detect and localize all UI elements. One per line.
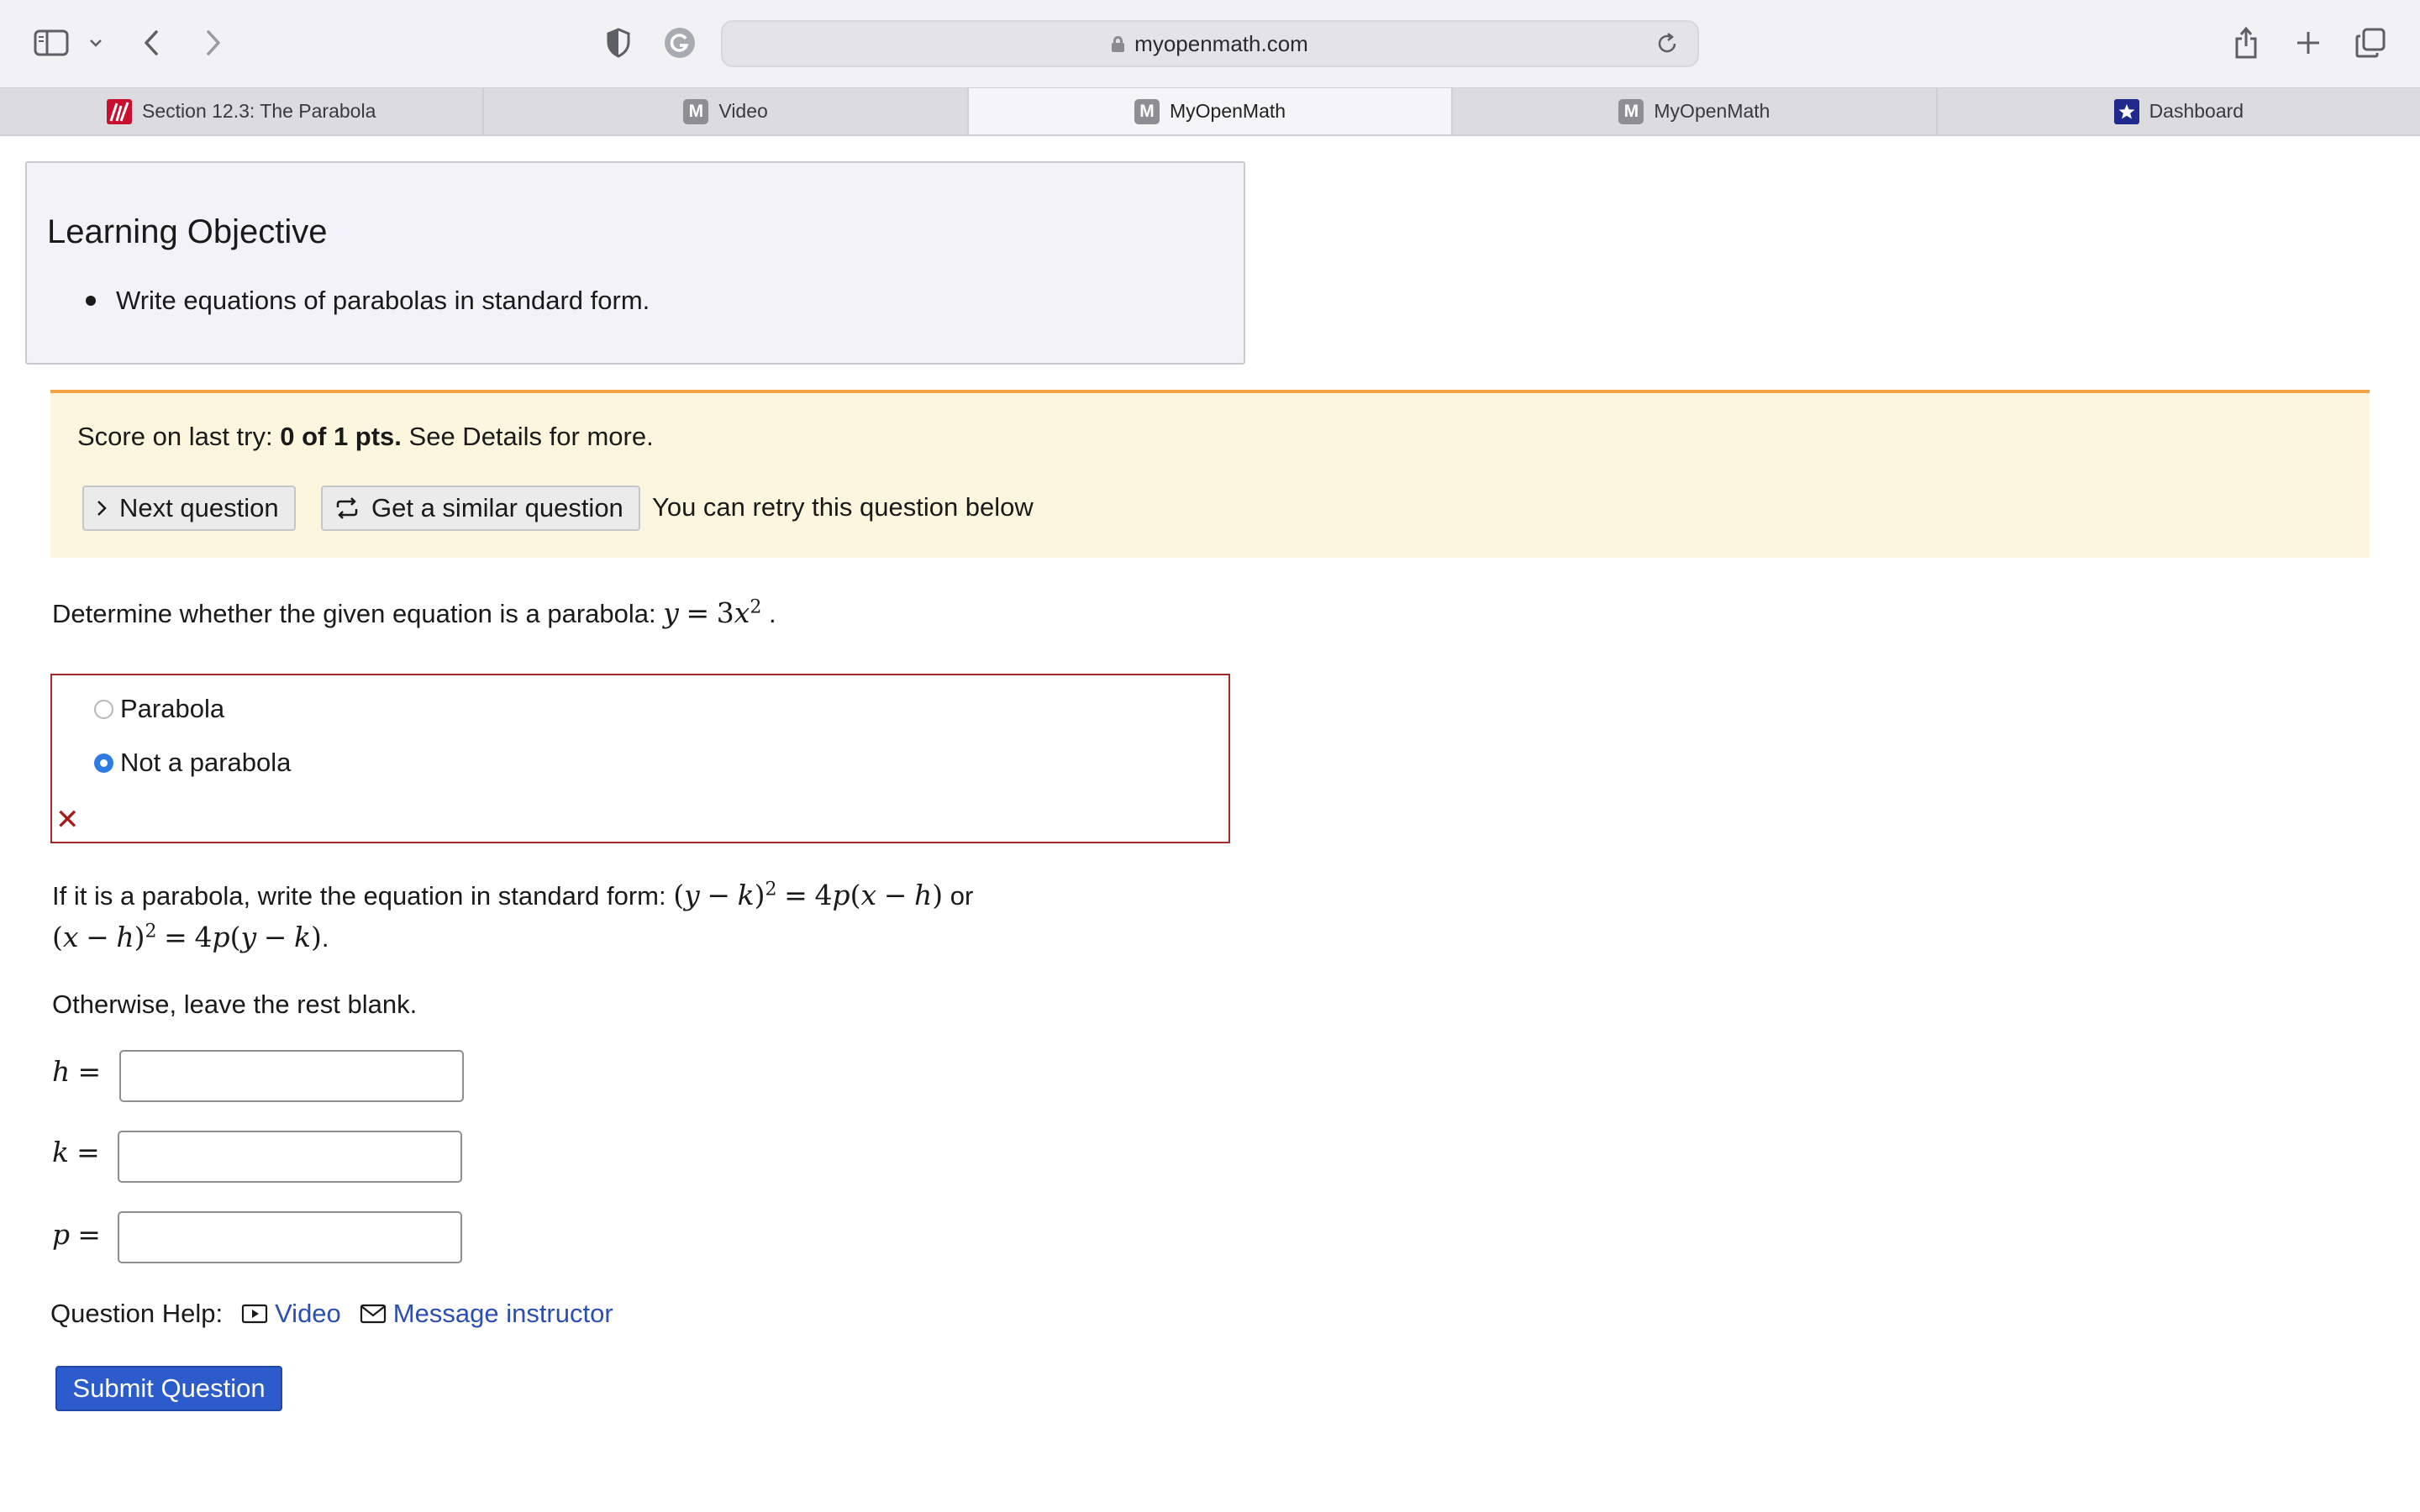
next-question-button[interactable] (82, 486, 296, 531)
objective-item: Write equations of parabolas in standard form. (116, 286, 650, 315)
standard-form-text: If it is a parabola, write the equation in standard form: (52, 881, 674, 911)
k-symbol: k (52, 1136, 69, 1168)
equation-horizontal-form: $(y - k)^2 = 4p(x - h)$ (673, 879, 944, 911)
mail-icon (360, 1304, 387, 1324)
p-symbol: p (52, 1218, 71, 1251)
score-text (77, 422, 654, 452)
star-icon (2114, 99, 2139, 124)
url-text: myopenmath.com (1134, 30, 1308, 56)
score-prefix: Score on last try: (77, 422, 281, 451)
tab-label: Section 12.3: The Parabola (142, 100, 376, 122)
radio-parabola[interactable] (94, 700, 113, 719)
tab-myopenmath-active[interactable] (969, 88, 1453, 134)
question-prompt-text: Determine whether the given equation is a parabola: (52, 599, 664, 628)
reload-icon[interactable] (1654, 30, 1681, 57)
submit-question-button[interactable]: Submit Question (55, 1366, 282, 1411)
p-label: p = (52, 1218, 101, 1251)
score-suffix: See Details for more. (401, 422, 654, 451)
question-prompt (52, 596, 776, 629)
question-help-label: Question Help: (50, 1299, 224, 1328)
video-icon (241, 1304, 268, 1324)
share-icon[interactable] (2230, 24, 2262, 62)
browser-toolbar (0, 0, 2420, 87)
privacy-shield-icon[interactable] (603, 25, 634, 60)
video-link[interactable] (241, 1299, 341, 1329)
choice-label: Not a parabola (120, 748, 292, 777)
tab-label: Dashboard (2149, 100, 2244, 122)
tab-label: MyOpenMath (1654, 100, 1770, 122)
standard-form-line-1 (52, 879, 973, 911)
lock-icon (1112, 36, 1124, 51)
address-bar[interactable] (721, 20, 1699, 67)
m-icon: M (683, 99, 708, 124)
incorrect-icon: ✕ (55, 804, 80, 836)
similar-question-label: Get a similar question (371, 493, 623, 522)
radio-not-parabola[interactable] (94, 753, 113, 773)
m-icon: M (1618, 99, 1644, 124)
sidebar-toggle-icon[interactable] (32, 27, 71, 59)
tab-section-12-3[interactable] (0, 88, 484, 134)
score-value: 0 of 1 pts. (280, 422, 402, 451)
tab-bar (0, 87, 2420, 136)
score-panel (50, 390, 2370, 558)
choice-parabola[interactable] (94, 694, 224, 724)
h-input[interactable] (119, 1050, 464, 1102)
back-icon[interactable] (136, 25, 166, 60)
similar-question-button[interactable] (321, 486, 640, 531)
retry-text: You can retry this question below (652, 492, 1034, 522)
p-input[interactable] (118, 1211, 462, 1263)
choice-label: Parabola (120, 694, 225, 723)
tab-video[interactable] (484, 88, 968, 134)
learning-objective-box (25, 161, 1245, 365)
message-instructor-label: Message instructor (392, 1299, 613, 1328)
new-tab-icon[interactable] (2292, 27, 2324, 59)
equation-y-3x2: $y = 3x^2$ . (663, 596, 776, 629)
or-text: or (943, 881, 974, 911)
choice-not-parabola[interactable] (94, 748, 291, 778)
grammarly-icon[interactable] (664, 27, 696, 59)
tab-myopenmath[interactable] (1453, 88, 1937, 134)
otherwise-text: Otherwise, leave the rest blank. (52, 990, 418, 1019)
chevron-down-icon[interactable] (84, 32, 108, 54)
k-label: k = (52, 1136, 100, 1168)
objective-title: Learning Objective (47, 213, 328, 250)
video-link-label: Video (275, 1299, 341, 1328)
tab-dashboard[interactable] (1938, 88, 2420, 134)
m-icon: M (1134, 99, 1160, 124)
equation-vertical-form: $(x - h)^2 = 4p(y - k)$. (52, 921, 329, 953)
canvas-icon (107, 99, 132, 124)
tab-overview-icon[interactable] (2353, 25, 2388, 60)
question-help (50, 1299, 613, 1329)
chevron-right-icon (96, 499, 108, 517)
h-symbol: h (52, 1055, 71, 1088)
retry-arrows-icon (334, 496, 360, 520)
next-question-label: Next question (119, 493, 279, 522)
h-label: h = (52, 1055, 102, 1088)
answer-choices (50, 674, 1230, 843)
tab-label: MyOpenMath (1169, 100, 1286, 122)
bullet-icon (86, 296, 96, 306)
message-instructor-link[interactable] (360, 1299, 613, 1329)
forward-icon[interactable] (198, 25, 229, 60)
k-input[interactable] (118, 1131, 462, 1183)
tab-label: Video (718, 100, 768, 122)
standard-form-line-2 (52, 921, 329, 953)
